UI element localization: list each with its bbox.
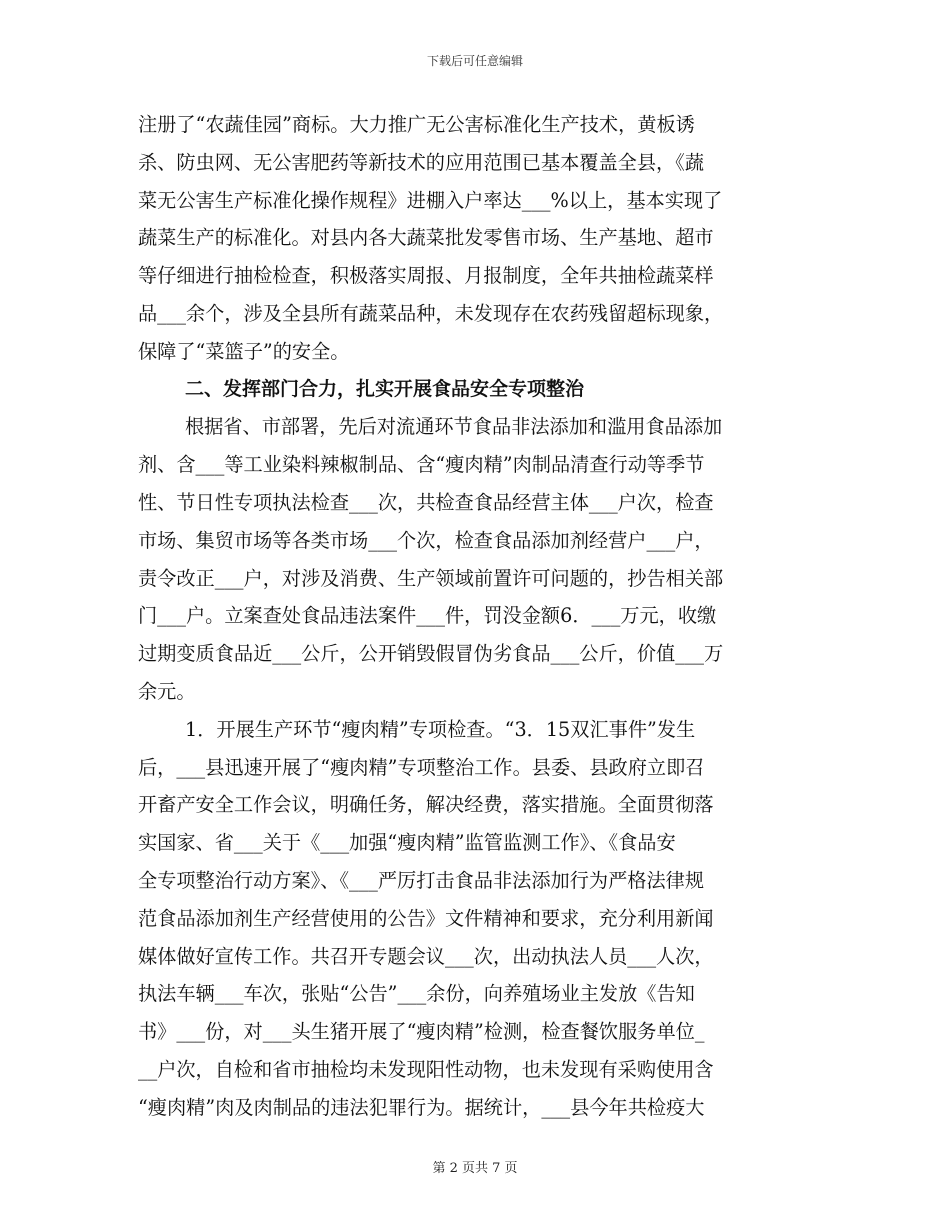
text-line: 菜无公害生产标准化操作规程》进棚入户率达___%以上，基本实现了	[138, 188, 723, 212]
text-line: 1．开展生产环节“瘦肉精”专项检查。“3．15双汇事件”发生	[185, 717, 696, 741]
text-line: 媒体做好宣传工作。共召开专题会议___次，出动执法人员___人次，	[138, 944, 714, 968]
page-footer: 第 2 页共 7 页	[432, 1161, 518, 1176]
text-line: 等仔细进行抽检检查，积极落实周报、月报制度，全年共抽检蔬菜样	[138, 264, 714, 288]
text-line: 杀、防虫网、无公害肥药等新技术的应用范围已基本覆盖全县，《蔬	[138, 150, 705, 174]
text-line: 书》___份，对___头生猪开展了“瘦肉精”检测，检查餐饮服务单位_	[138, 1020, 705, 1044]
text-line: 市场、集贸市场等各类市场___个次，检查食品添加剂经营户___户，	[138, 528, 714, 552]
text-line: 保障了“菜篮子”的安全。	[138, 339, 350, 363]
page-header: 下载后可任意编辑	[426, 54, 523, 68]
text-line: 执法车辆___车次，张贴“公告”___余份，向养殖场业主发放《告知	[138, 982, 695, 1006]
text-line: 性、节日性专项执法检查___次，共检查食品经营主体___户次，检查	[138, 490, 714, 514]
text-line: 后，___县迅速开展了“瘦肉精”专项整治工作。县委、县政府立即召	[138, 755, 705, 779]
text-line: 实国家、省___关于《___加强“瘦肉精”监管监测工作》、《食品安	[138, 831, 676, 855]
text-line: 剂、含___等工业染料辣椒制品、含“瘦肉精”肉制品清查行动等季节	[138, 453, 705, 477]
text-line: 过期变质食品近___公斤，公开销毁假冒伪劣食品___公斤，价值___万	[138, 642, 724, 666]
text-line: 品___余个，涉及全县所有蔬菜品种，未发现存在农药残留超标现象，	[138, 301, 724, 325]
text-line: 范食品添加剂生产经营使用的公告》文件精神和要求，充分利用新闻	[138, 906, 714, 930]
text-line: 门___户。立案查处食品违法案件___件，罚没金额6．___万元，收缴	[138, 604, 717, 628]
text-line: 责令改正___户，对涉及消费、生产领域前置许可问题的，抄告相关部	[138, 566, 724, 590]
text-line: “瘦肉精”肉及肉制品的违法犯罪行为。据统计，___县今年共检疫大	[138, 1095, 705, 1119]
text-line: 开畜产安全工作会议，明确任务，解决经费，落实措施。全面贯彻落	[138, 793, 714, 817]
document-body	[138, 106, 816, 1127]
text-line: __户次，自检和省市抽检均未发现阳性动物，也未发现有采购使用含	[138, 1057, 714, 1081]
text-line: 全专项整治行动方案》、《___严厉打击食品非法添加行为严格法律规	[138, 868, 705, 892]
text-line: 根据省、市部署，先后对流通环节食品非法添加和滥用食品添加	[185, 415, 723, 439]
text-line: 蔬菜生产的标准化。对县内各大蔬菜批发零售市场、生产基地、超市	[138, 226, 714, 250]
text-line: 余元。	[138, 679, 196, 703]
section-heading: 二、发挥部门合力，扎实开展食品安全专项整治	[185, 377, 585, 400]
text-line: 注册了“农蔬佳园”商标。大力推广无公害标准化生产技术，黄板诱	[138, 113, 695, 136]
